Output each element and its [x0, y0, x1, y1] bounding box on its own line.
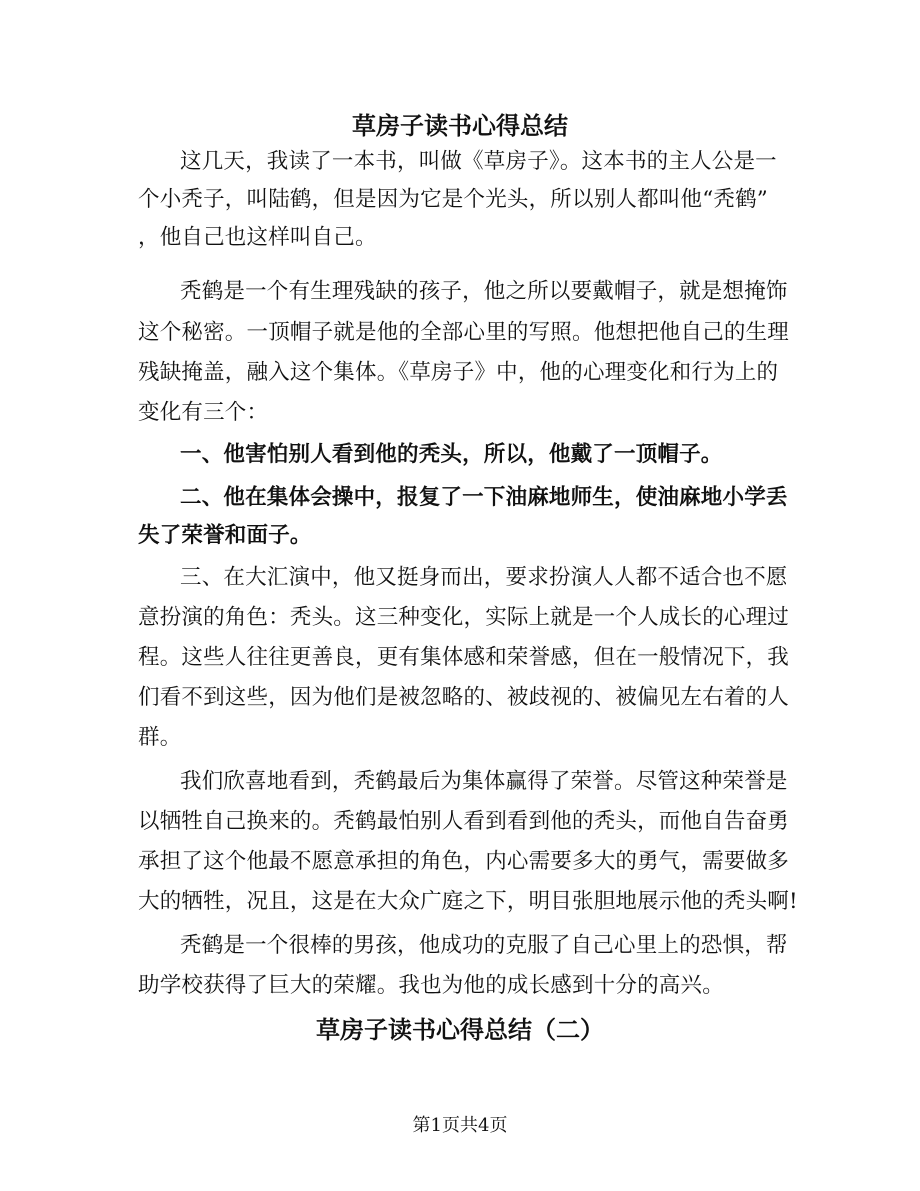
paragraph-line: 这几天，我读了一本书，叫做《草房子》。这本书的主人公是一 [180, 149, 777, 174]
paragraph-line: 残缺掩盖，融入这个集体。《草房子》中，他的心理变化和行为上的 [138, 360, 779, 385]
paragraph-line: 助学校获得了巨大的荣耀。我也为他的成长感到十分的高兴。 [138, 973, 724, 998]
paragraph-line: 程。这些人往往更善良，更有集体感和荣誉感，但在一般情况下，我 [138, 645, 790, 670]
page-footer: 第1页共4页 [412, 1115, 508, 1136]
paragraph-line: 大的牺牲，况且，这是在大众广庭之下，明目张胆地展示他的秃头啊! [138, 889, 798, 914]
paragraph-line: 这个秘密。一顶帽子就是他的全部心里的写照。他想把他自己的生理 [138, 320, 790, 345]
paragraph-line-bold: 失了荣誉和面子。 [138, 523, 312, 548]
paragraph-line: 秃鹤是一个有生理残缺的孩子，他之所以要戴帽子，就是想掩饰 [180, 279, 788, 304]
paragraph-line: 承担了这个他最不愿意承担的角色，内心需要多大的勇气，需要做多 [138, 849, 790, 874]
paragraph-line: 以牺牲自己换来的。秃鹤最怕别人看到看到他的秃头，而他自告奋勇 [138, 809, 790, 834]
section-title: 草房子读书心得总结（二） [316, 1015, 604, 1044]
page-title: 草房子读书心得总结 [352, 111, 568, 140]
paragraph-line: 三、在大汇演中，他又挺身而出，要求扮演人人都不适合也不愿 [180, 565, 788, 590]
paragraph-line: 秃鹤是一个很棒的男孩，他成功的克服了自己心里上的恐惧，帮 [180, 933, 788, 958]
paragraph-line: 个小秃子，叫陆鹤，但是因为它是个光头，所以别人都叫他“秃鹤” [138, 187, 768, 212]
paragraph-line: ，他自己也这样叫自己。 [138, 225, 377, 250]
paragraph-line: 群。 [138, 725, 182, 750]
paragraph-line-bold: 一、他害怕别人看到他的秃头，所以，他戴了一顶帽子。 [180, 442, 723, 467]
paragraph-line-bold: 二、他在集体会操中，报复了一下油麻地师生，使油麻地小学丢 [180, 485, 788, 510]
paragraph-line: 们看不到这些，因为他们是被忽略的、被歧视的、被偏见左右着的人 [138, 685, 790, 710]
paragraph-line: 变化有三个： [138, 400, 269, 425]
paragraph-line: 意扮演的角色：秃头。这三种变化，实际上就是一个人成长的心理过 [138, 605, 790, 630]
paragraph-line: 我们欣喜地看到，秃鹤最后为集体赢得了荣誉。尽管这种荣誉是 [180, 769, 788, 794]
